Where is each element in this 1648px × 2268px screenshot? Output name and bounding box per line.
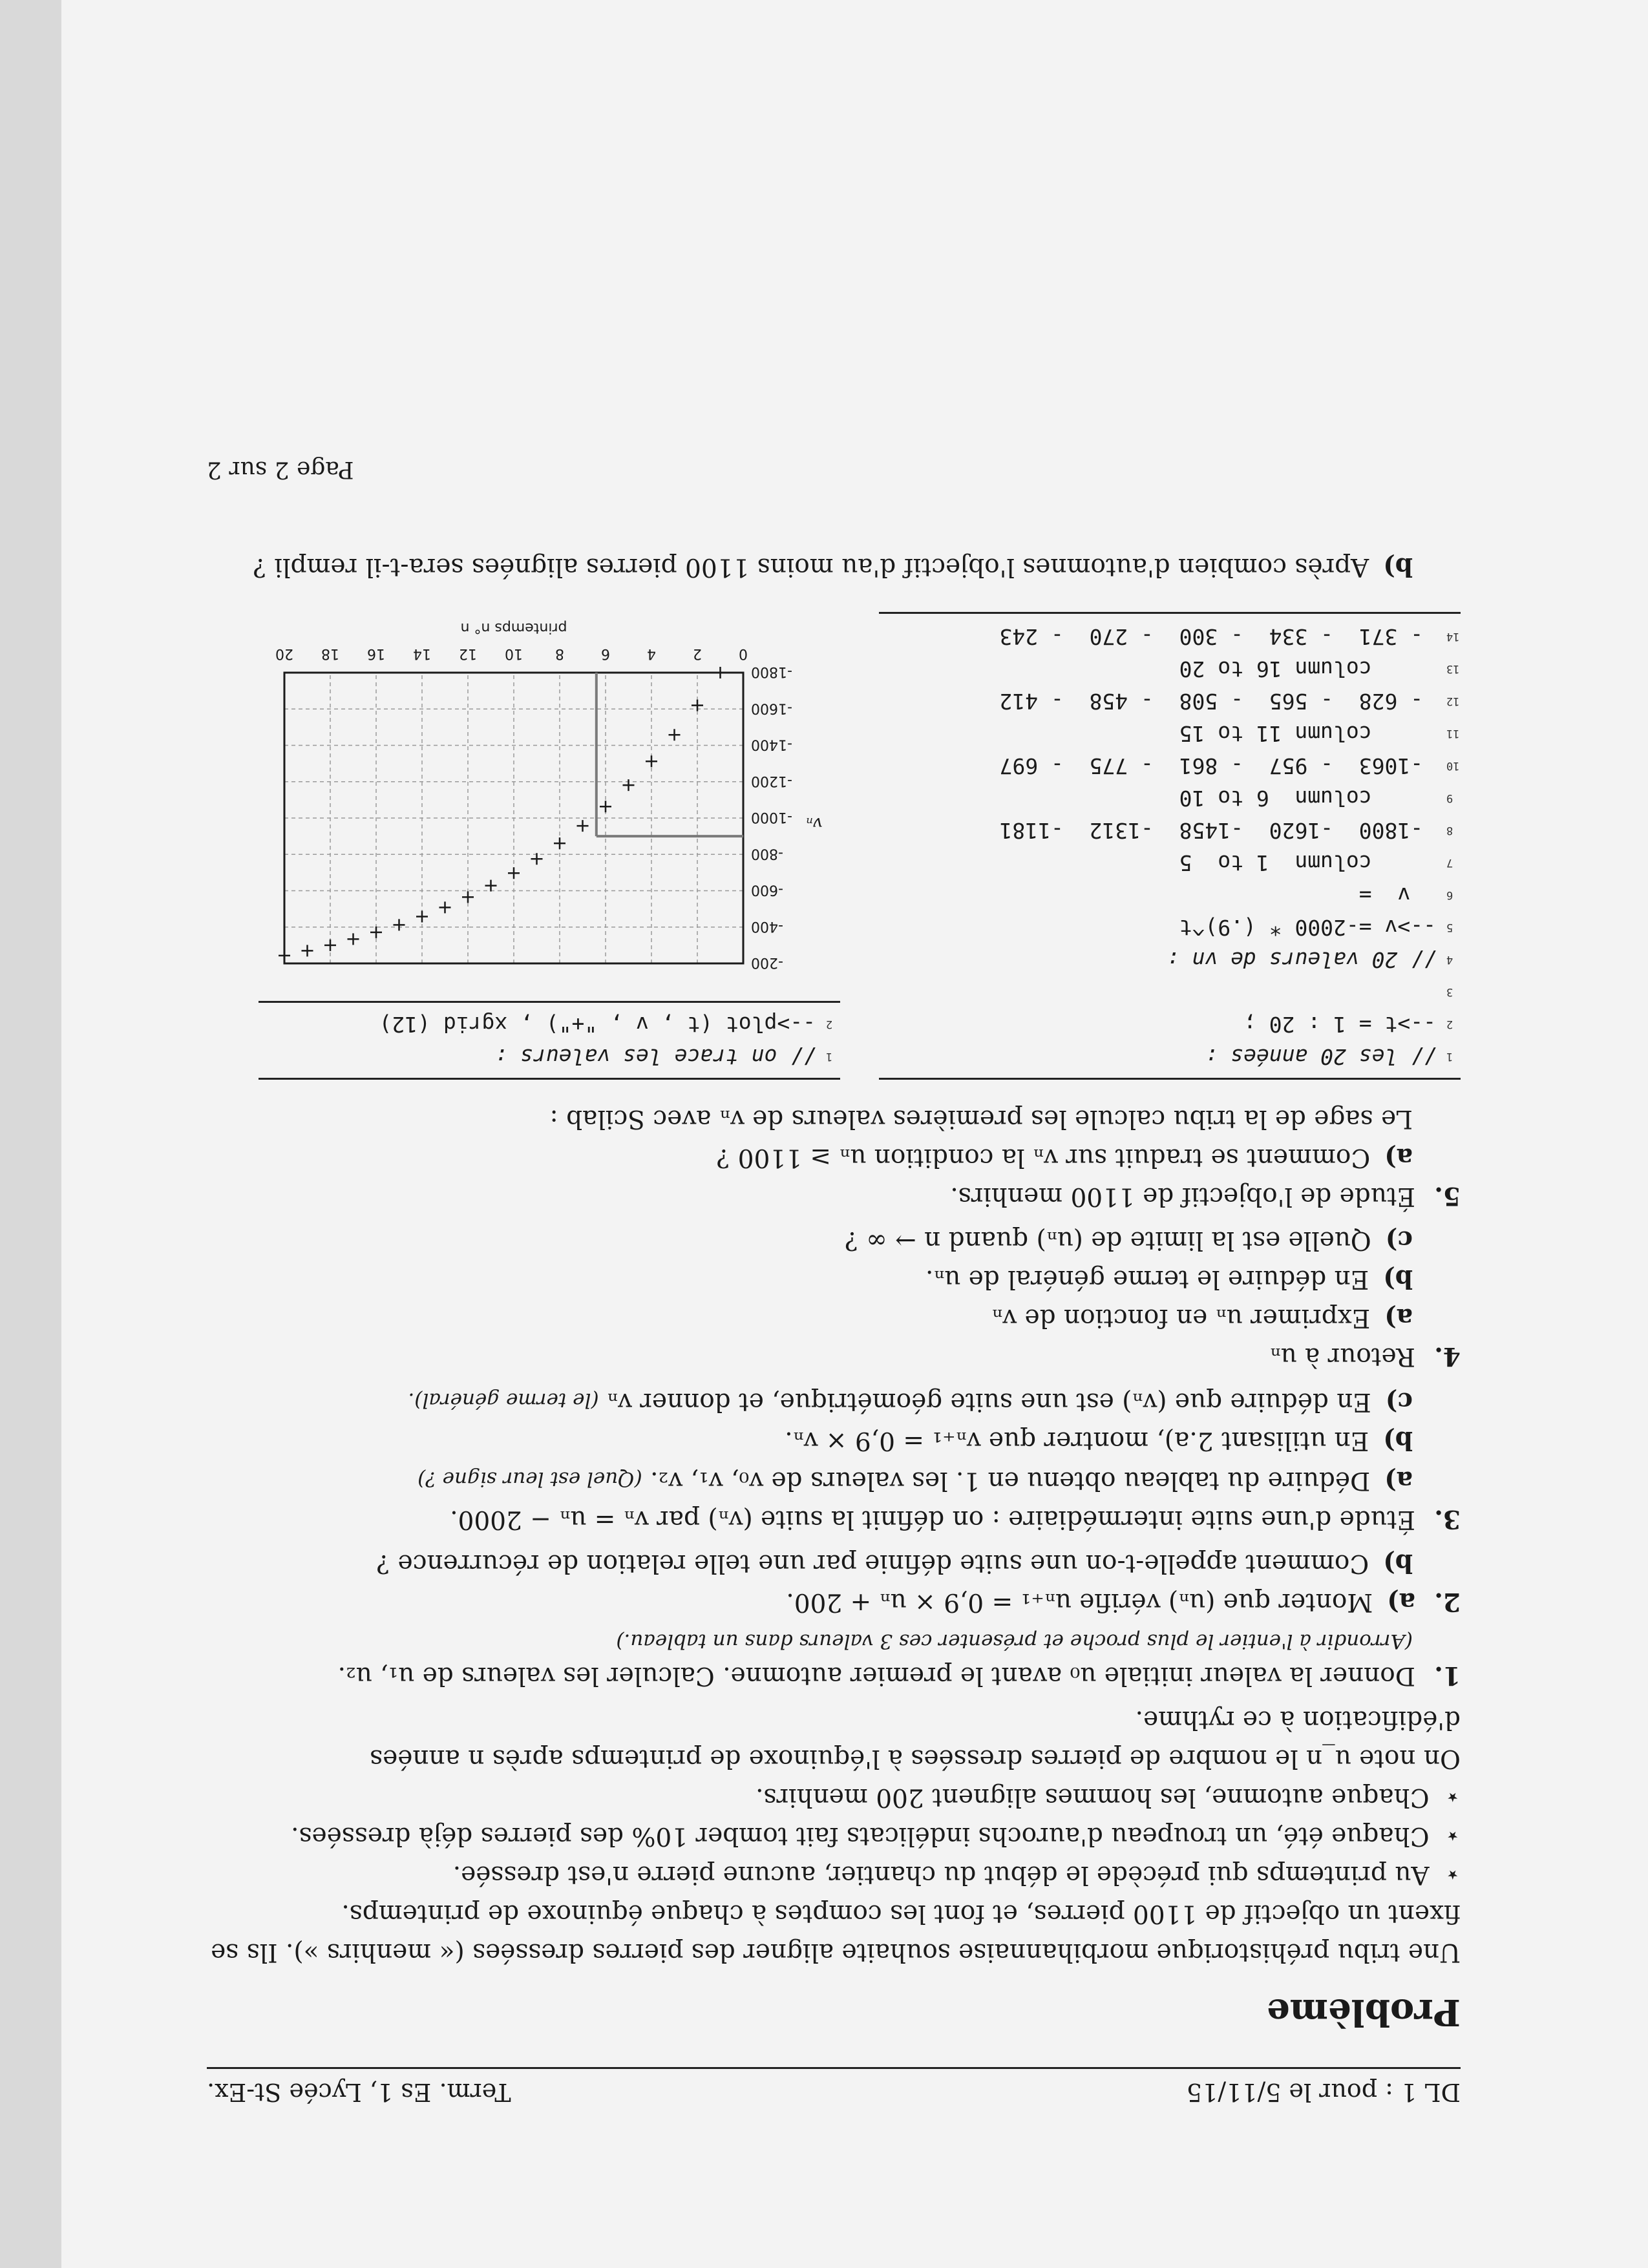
bullet-2: ⋆ Chaque été, un troupeau d'aurochs indélicats fait tomber 10% des pierres déjà dressées.	[207, 1816, 1461, 1855]
data-point	[348, 933, 359, 945]
console-text: - 628 - 565 - 508 - 458 - 412	[999, 689, 1436, 714]
data-point	[646, 755, 657, 767]
console-line	[879, 1040, 1461, 1073]
x-tick-label: 10	[505, 646, 523, 662]
header-right: Term. Es 1, Lycée St-Ex.	[207, 2078, 511, 2106]
page-number: Page 2 sur 2	[207, 456, 354, 483]
y-tick-label: -1200	[751, 772, 792, 789]
data-point	[554, 837, 565, 849]
y-tick-label: -1000	[751, 809, 792, 825]
y-axis-label: vₙ	[806, 814, 823, 833]
data-point	[324, 940, 336, 951]
line-number: 10	[1446, 759, 1460, 772]
line-number: 2	[826, 1018, 833, 1031]
line-number: 4	[1446, 953, 1453, 966]
console-line	[879, 750, 1461, 782]
console-text: // 20 valeurs de vn :	[1166, 947, 1436, 972]
console-text: column 11 to 15	[1179, 721, 1436, 746]
y-tick-label: -1400	[751, 736, 792, 753]
console-text: // les 20 années :	[1205, 1044, 1436, 1069]
data-point	[302, 945, 313, 956]
x-tick-label: 18	[321, 646, 339, 662]
console-text: // on trace les valeurs :	[494, 1044, 816, 1069]
console-line	[879, 1008, 1461, 1040]
data-point	[669, 729, 681, 740]
footer	[207, 444, 1461, 547]
console-line	[879, 717, 1461, 750]
line-number: 5	[1446, 921, 1453, 934]
scilab-console	[879, 612, 1461, 1080]
console-text: -1800 -1620 -1458 -1312 -1181	[999, 818, 1436, 843]
console-line	[879, 976, 1461, 1008]
x-tick-label: 16	[367, 646, 385, 662]
question-3b: b) En utilisant 2.a), montrer que vₙ₊₁ = 0,9 × vₙ.	[785, 1425, 1413, 1455]
console-text: -->v =-2000 * (.9)^t	[1179, 915, 1436, 940]
console-text: column 1 to 5	[1179, 850, 1436, 876]
line-number: 9	[1446, 792, 1453, 804]
line-number: 1	[826, 1050, 833, 1063]
x-axis-label: printemps n° n	[460, 620, 567, 636]
header-left: DL 1 : pour le 5/11/15	[1186, 2078, 1461, 2106]
console-line	[879, 943, 1461, 976]
console-text: -->t = 1 : 20 ;	[1243, 1012, 1436, 1037]
console-line	[879, 620, 1461, 653]
y-tick-label: -1600	[751, 700, 792, 717]
console-line	[879, 911, 1461, 943]
bullet-1: ⋆ Au printemps qui précède le début du chantier, aucune pierre n'est dressée.	[207, 1855, 1461, 1894]
notation-paragraph: On note u_n le nombre de pierres dressées à l'équinoxe de printemps après n années d'édification à ce rythme.	[370, 1705, 1461, 1773]
page-title: Problème	[1267, 1991, 1461, 2033]
question-5: 5. Étude de l'objectif de 1100 menhirs.	[950, 1181, 1461, 1211]
x-tick-label: 20	[275, 646, 293, 662]
scilab-section	[207, 612, 1461, 1080]
data-point	[370, 927, 382, 938]
console-text: column 16 to 20	[1179, 656, 1436, 682]
question-3a: a) Déduire du tableau obtenu en 1. les valeurs de v₀, v₁, v₂. (Quel est leur signe ?)	[417, 1465, 1413, 1495]
console-line	[879, 846, 1461, 879]
data-point	[485, 880, 497, 892]
data-point	[462, 891, 474, 903]
line-number: 13	[1446, 662, 1460, 675]
plot-console-line	[259, 1008, 840, 1040]
y-tick-label: -800	[751, 845, 783, 862]
y-tick-label: -400	[751, 918, 783, 934]
question-2: 2. a) Monter que (uₙ) vérifie uₙ₊₁ = 0,9 × uₙ + 200.	[786, 1587, 1461, 1617]
question-3c: c) En déduire que (vₙ) est une suite géométrique, et donner vₙ (le terme général).	[408, 1387, 1413, 1416]
star-icon: ⋆	[1444, 1783, 1461, 1812]
question-4c: c) Quelle est la limite de (uₙ) quand n → ∞ ?	[844, 1225, 1413, 1255]
line-number: 2	[1446, 1018, 1453, 1031]
star-icon: ⋆	[1444, 1860, 1461, 1889]
data-point	[394, 919, 405, 930]
x-tick-label: 14	[413, 646, 431, 662]
y-tick-label: -1800	[751, 664, 792, 680]
bullet-3: ⋆ Chaque automne, les hommes alignent 200 menhirs.	[207, 1778, 1461, 1816]
line-number: 14	[1446, 630, 1460, 643]
scilab-right-column	[259, 612, 840, 1080]
x-tick-label: 8	[555, 646, 564, 662]
x-tick-label: 0	[739, 646, 748, 662]
data-point	[439, 901, 451, 913]
console-line	[879, 814, 1461, 846]
line-number: 3	[1446, 985, 1453, 998]
x-tick-label: 6	[601, 646, 610, 662]
chart-container	[259, 612, 840, 976]
console-text: -->plot (t , v , "+") , xgrid (12)	[379, 1012, 816, 1037]
data-point	[508, 867, 520, 879]
question-1-note: (Arrondir à l'entier le plus proche et présenter ces 3 valeurs dans un tableau.)	[616, 1630, 1413, 1653]
scatter-chart	[259, 614, 840, 976]
console-line	[879, 653, 1461, 685]
data-point	[577, 820, 589, 832]
document-body	[207, 444, 1461, 2171]
console-text: column 6 to 10	[1179, 786, 1436, 811]
console-text: -1063 - 957 - 861 - 775 - 697	[999, 753, 1436, 779]
page-header	[207, 2067, 1461, 2106]
data-point	[715, 667, 726, 678]
line-number: 12	[1446, 695, 1460, 708]
question-5a: a) Comment se traduit sur vₙ la condition uₙ ≥ 1100 ?	[716, 1142, 1413, 1172]
plot-console-line	[259, 1040, 840, 1073]
x-tick-label: 4	[647, 646, 656, 662]
console-line	[879, 782, 1461, 814]
sage-sentence: Le sage de la tribu calcule les premières valeurs de vₙ avec Scilab :	[549, 1104, 1413, 1133]
line-number: 8	[1446, 824, 1453, 837]
line-number: 1	[1446, 1050, 1453, 1063]
line-number: 6	[1446, 888, 1453, 901]
question-1: 1. Donner la valeur initiale u₀ avant le premier automne. Calculer les valeurs de u₁, u₂.	[337, 1661, 1461, 1690]
x-tick-label: 12	[459, 646, 477, 662]
data-point	[416, 910, 428, 922]
star-icon: ⋆	[1444, 1822, 1461, 1851]
console-line	[879, 685, 1461, 717]
line-number: 7	[1446, 856, 1453, 869]
data-point	[623, 779, 635, 791]
question-4b: b) En déduire le terme général de uₙ.	[925, 1264, 1413, 1294]
question-4a: a) Exprimer uₙ en fonction de vₙ	[991, 1303, 1413, 1332]
question-4: 4. Retour à uₙ	[1269, 1341, 1461, 1371]
question-5b: b) Après combien d'automnes l'objectif d'au moins 1100 pierres alignées sera-t-il rempli ?	[253, 552, 1413, 582]
question-2b: b) Comment appelle-t-on une suite définie par une telle relation de récurrence ?	[376, 1548, 1413, 1578]
question-3: 3. Étude d'une suite intermédiaire : on définit la suite (vₙ) par vₙ = uₙ − 2000.	[450, 1504, 1461, 1534]
data-point	[600, 801, 611, 812]
console-line	[879, 879, 1461, 911]
line-number: 11	[1446, 727, 1460, 740]
x-tick-label: 2	[693, 646, 702, 662]
data-point	[279, 950, 290, 961]
console-text: - 371 - 334 - 300 - 270 - 243	[999, 624, 1436, 649]
intro-paragraph: Une tribu préhistorique morbihannaise souhaite aligner des pierres dressées (« menhirs »). Ils se fixent un objectif de 1100 pierres, et font les comptes à chaque équinoxe de printemps.	[211, 1899, 1461, 1967]
scilab-plot-console	[259, 1001, 840, 1080]
y-tick-label: -600	[751, 881, 783, 898]
console-text: v =	[1358, 883, 1436, 908]
y-tick-label: -200	[751, 954, 783, 971]
